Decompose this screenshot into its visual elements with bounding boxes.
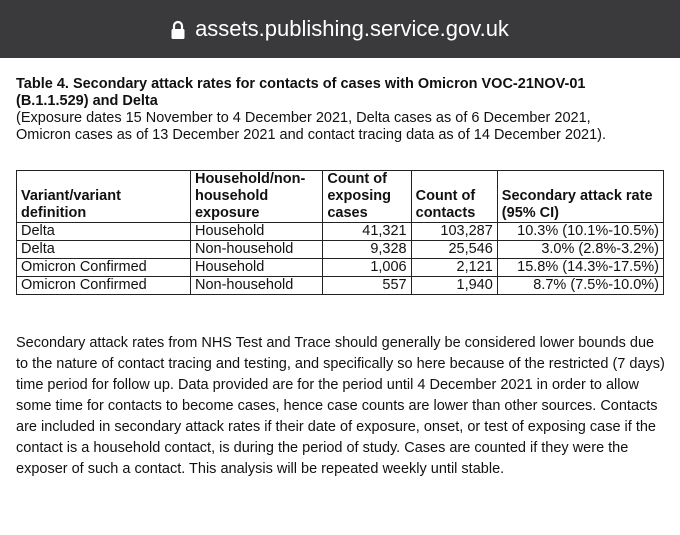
cell-exposing-cases: 1,006	[323, 259, 411, 277]
cell-attack-rate: 8.7% (7.5%-10.0%)	[497, 277, 663, 295]
header-text: exposing	[327, 188, 392, 204]
header-exposing-cases	[323, 171, 411, 223]
notes-paragraph: Secondary attack rates from NHS Test and Trace should generally be considered lower bounds due to the nature of contact tracing and testing, and specifically so here because of the restricted (7 days) time period for follow up. Data provided are for the period until 4 December 2021 in order to allow some time for contacts to become cases, hence case counts are lower than other sources. Contacts are included in secondary attack rates if their date of exposure, onset, or test of exposing case if the contact is a household contact, is during the period of study. Cases are counted if they were the exposer of such a contact. This analysis will be repeated weekly until stable.	[16, 335, 665, 477]
header-text: (95% CI)	[501, 205, 560, 221]
cell-exposure: Household	[190, 259, 322, 277]
cell-contacts: 1,940	[411, 277, 497, 295]
header-text: exposure	[194, 205, 260, 221]
cell-contacts: 103,287	[411, 223, 497, 241]
header-exposure	[190, 171, 322, 223]
title-line-1: Table 4. Secondary attack rates for contacts of cases with Omicron VOC-21NOV-01	[16, 76, 586, 92]
table-subtitle	[16, 110, 664, 144]
cell-exposure: Non-household	[190, 277, 322, 295]
cell-attack-rate: 15.8% (14.3%-17.5%)	[497, 259, 663, 277]
cell-attack-rate: 10.3% (10.1%-10.5%)	[497, 223, 663, 241]
cell-contacts: 2,121	[411, 259, 497, 277]
subtitle-line-2: Omicron cases as of 13 December 2021 and contact tracing data as of 14 December 2021).	[16, 127, 606, 143]
header-attack-rate	[497, 171, 663, 223]
table-row	[17, 277, 664, 295]
table-title	[16, 76, 664, 110]
cell-exposing-cases: 41,321	[323, 223, 411, 241]
subtitle-line-1: (Exposure dates 15 November to 4 December 2021, Delta cases as of 6 December 2021,	[16, 110, 591, 126]
header-text: definition	[21, 205, 87, 221]
cell-contacts: 25,546	[411, 241, 497, 259]
title-line-2: (B.1.1.529) and Delta	[16, 93, 158, 109]
header-variant	[17, 171, 191, 223]
cell-exposure: Household	[190, 223, 322, 241]
cell-variant: Delta	[17, 223, 191, 241]
table-row	[17, 241, 664, 259]
header-contacts	[411, 171, 497, 223]
cell-exposure: Non-household	[190, 241, 322, 259]
document-content	[0, 58, 680, 480]
cell-attack-rate: 3.0% (2.8%-3.2%)	[497, 241, 663, 259]
header-text: Count of	[327, 171, 387, 187]
header-text: cases	[327, 205, 368, 221]
table-row	[17, 259, 664, 277]
header-text: Secondary attack rate	[501, 188, 653, 204]
header-text: Household/non-	[194, 171, 306, 187]
cell-variant: Omicron Confirmed	[17, 259, 191, 277]
cell-exposing-cases: 557	[323, 277, 411, 295]
header-text: Count of	[415, 188, 476, 204]
cell-variant: Omicron Confirmed	[17, 277, 191, 295]
lock-icon	[171, 20, 185, 40]
header-text: Variant/variant	[21, 188, 121, 204]
attack-rate-table	[16, 170, 664, 295]
cell-variant: Delta	[17, 241, 191, 259]
url-text: assets.publishing.service.gov.uk	[195, 16, 509, 41]
table-row	[17, 223, 664, 241]
url-bar[interactable]	[0, 0, 680, 58]
header-text: contacts	[415, 205, 476, 221]
header-text: household	[194, 188, 269, 204]
cell-exposing-cases: 9,328	[323, 241, 411, 259]
table-header-row	[17, 171, 664, 223]
